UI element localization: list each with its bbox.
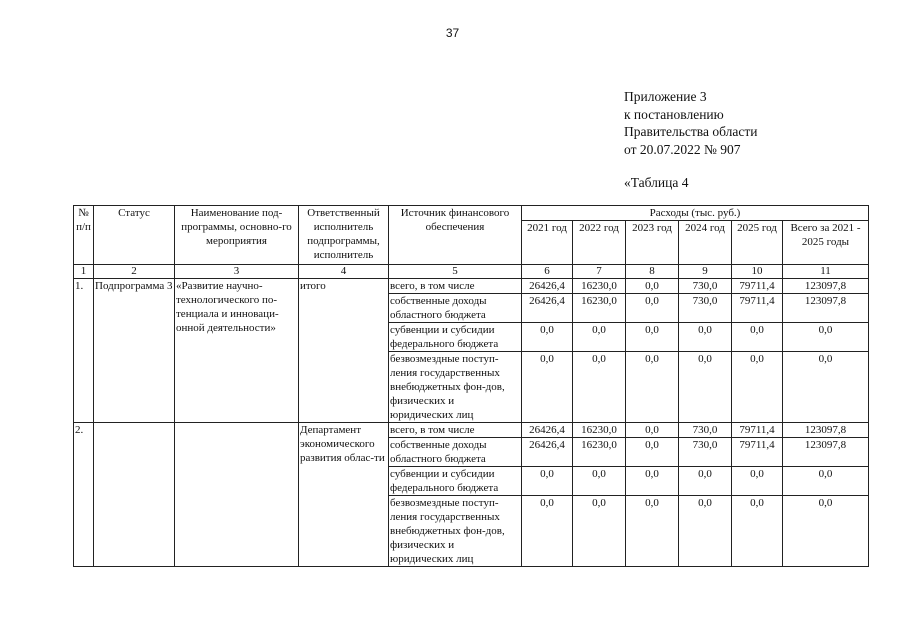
year-value: 0,0: [573, 496, 626, 567]
header-row: [74, 206, 869, 221]
year-value: 16230,0: [573, 294, 626, 323]
column-number: 11: [783, 265, 869, 279]
column-number: 9: [679, 265, 732, 279]
page-number: 37: [445, 26, 460, 40]
year-value: 79711,4: [732, 294, 783, 323]
year-value: 0,0: [732, 467, 783, 496]
column-number: 4: [299, 265, 389, 279]
year-value: 730,0: [679, 279, 732, 294]
year-value: 0,0: [626, 438, 679, 467]
row-status: Подпрограмма 3: [94, 279, 175, 423]
year-value: 0,0: [732, 352, 783, 423]
year-value: 0,0: [732, 496, 783, 567]
funding-source: всего, в том числе: [389, 279, 522, 294]
total-value: 123097,8: [783, 279, 869, 294]
year-value: 0,0: [626, 467, 679, 496]
funding-source: собственные доходы областного бюджета: [389, 438, 522, 467]
column-number: 2: [94, 265, 175, 279]
year-value: 26426,4: [522, 423, 573, 438]
header-year: 2023 год: [626, 221, 679, 265]
year-value: 16230,0: [573, 279, 626, 294]
year-value: 0,0: [679, 496, 732, 567]
year-value: 730,0: [679, 423, 732, 438]
total-value: 0,0: [783, 352, 869, 423]
year-value: 0,0: [626, 352, 679, 423]
appendix-line: от 20.07.2022 № 907: [624, 141, 741, 157]
appendix-line: Приложение 3: [624, 89, 707, 104]
year-value: 0,0: [679, 323, 732, 352]
column-number: 3: [175, 265, 299, 279]
total-value: 123097,8: [783, 423, 869, 438]
year-value: 0,0: [679, 467, 732, 496]
year-value: 0,0: [626, 323, 679, 352]
year-value: 79711,4: [732, 279, 783, 294]
column-number-row: [74, 265, 869, 279]
finance-table: [73, 205, 869, 567]
column-number: 10: [732, 265, 783, 279]
table-row: [74, 423, 869, 438]
header-total: Всего за 2021 - 2025 годы: [783, 221, 869, 265]
year-value: 0,0: [573, 467, 626, 496]
funding-source: собственные доходы областного бюджета: [389, 294, 522, 323]
header-name: Наименование под-программы, основно-го мероприятия: [175, 206, 299, 265]
total-value: 0,0: [783, 467, 869, 496]
year-value: 26426,4: [522, 438, 573, 467]
column-number: 5: [389, 265, 522, 279]
year-value: 0,0: [573, 352, 626, 423]
year-value: 79711,4: [732, 423, 783, 438]
header-status: Статус: [94, 206, 175, 265]
header-year: 2021 год: [522, 221, 573, 265]
row-executor: итого: [299, 279, 389, 423]
year-value: 0,0: [522, 496, 573, 567]
year-value: 0,0: [522, 323, 573, 352]
year-value: 0,0: [626, 496, 679, 567]
year-value: 730,0: [679, 294, 732, 323]
total-value: 0,0: [783, 323, 869, 352]
header-expenses: Расходы (тыс. руб.): [522, 206, 869, 221]
table-caption: «Таблица 4: [624, 175, 689, 190]
column-number: 8: [626, 265, 679, 279]
funding-source: безвозмездные поступ-ления государственных внебюджетных фон-дов, физических и юридических лиц: [389, 496, 522, 567]
header-executor: Ответственный исполнитель подпрограммы, исполнитель: [299, 206, 389, 265]
header-source: Источник финансового обеспечения: [389, 206, 522, 265]
year-value: 0,0: [522, 352, 573, 423]
year-value: 0,0: [732, 323, 783, 352]
row-executor: Департамент экономического развития облас-ти: [299, 423, 389, 567]
funding-source: безвозмездные поступ-ления государственных внебюджетных фон-дов, физических и юридических лиц: [389, 352, 522, 423]
funding-source: всего, в том числе: [389, 423, 522, 438]
header-year: 2024 год: [679, 221, 732, 265]
table-row: [74, 279, 869, 294]
column-number: 1: [74, 265, 94, 279]
row-name: [175, 423, 299, 567]
funding-source: субвенции и субсидии федерального бюджета: [389, 467, 522, 496]
appendix-line: Правительства области: [624, 124, 758, 139]
column-number: 7: [573, 265, 626, 279]
year-value: 26426,4: [522, 294, 573, 323]
row-number: 2.: [74, 423, 94, 567]
header-year: 2025 год: [732, 221, 783, 265]
header-num: № п/п: [74, 206, 94, 265]
total-value: 123097,8: [783, 438, 869, 467]
appendix-block: [624, 88, 757, 158]
total-value: 0,0: [783, 496, 869, 567]
year-value: 0,0: [573, 323, 626, 352]
total-value: 123097,8: [783, 294, 869, 323]
year-value: 0,0: [679, 352, 732, 423]
header-year: 2022 год: [573, 221, 626, 265]
year-value: 26426,4: [522, 279, 573, 294]
year-value: 16230,0: [573, 438, 626, 467]
row-name: «Развитие научно-технологического по-тенциала и инноваци-онной деятельности»: [175, 279, 299, 423]
appendix-line: к постановлению: [624, 106, 724, 122]
year-value: 0,0: [626, 279, 679, 294]
column-number: 6: [522, 265, 573, 279]
row-status: [94, 423, 175, 567]
funding-source: субвенции и субсидии федерального бюджета: [389, 323, 522, 352]
year-value: 0,0: [522, 467, 573, 496]
year-value: 0,0: [626, 423, 679, 438]
year-value: 16230,0: [573, 423, 626, 438]
year-value: 730,0: [679, 438, 732, 467]
year-value: 0,0: [626, 294, 679, 323]
year-value: 79711,4: [732, 438, 783, 467]
row-number: 1.: [74, 279, 94, 423]
